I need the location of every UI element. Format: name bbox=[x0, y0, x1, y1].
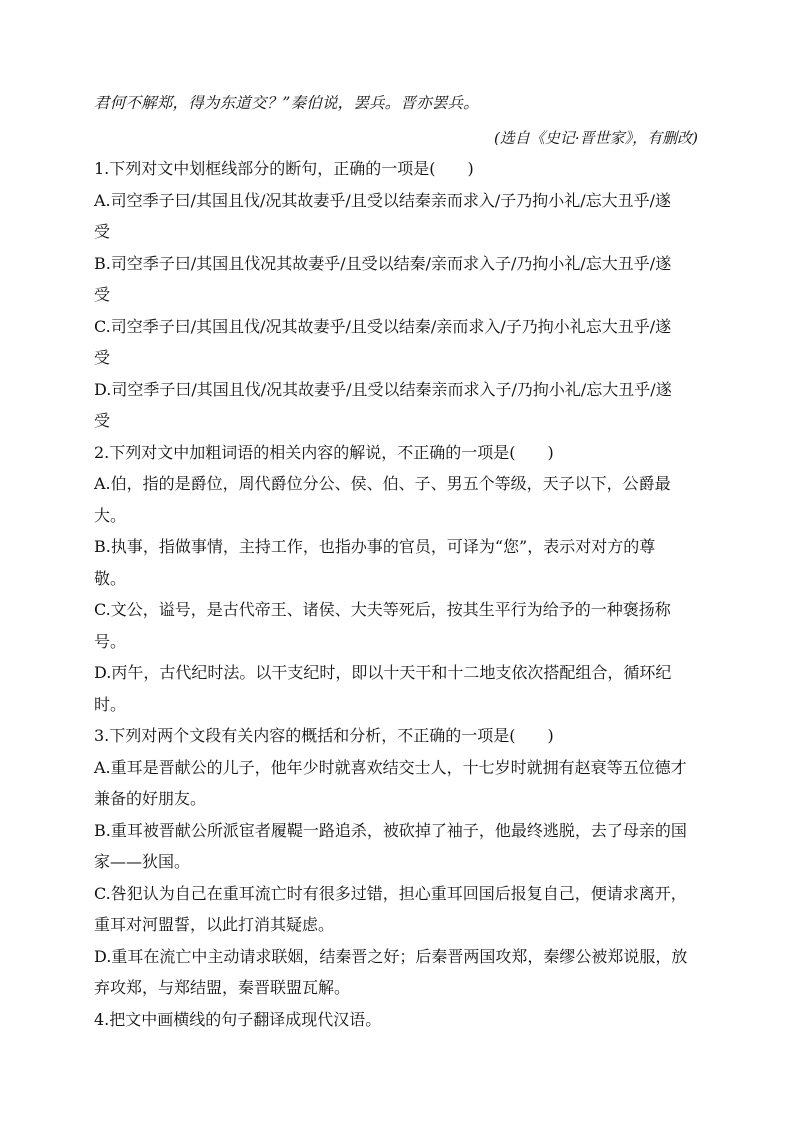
option-b bbox=[94, 815, 702, 878]
question-2 bbox=[94, 437, 702, 721]
option-text: A.司空季子曰/其国且伐/况其故妻乎/且受以结秦亲而求入/子乃拘小礼/忘大丑乎/遂 bbox=[94, 190, 671, 210]
option-text: C.司空季子曰/其国且伐/况其故妻乎/且受以结秦/亲而求入/子乃拘小礼忘大丑乎/遂 bbox=[94, 316, 672, 336]
question-stem: 2.下列对文中加粗词语的相关内容的解说，不正确的一项是( ) bbox=[94, 442, 554, 462]
option-text: D.重耳在流亡中主动请求联姻，结秦晋之好；后秦晋两国攻郑，秦缪公被郑说服，放 bbox=[94, 946, 688, 966]
option-text-continued: 敬。 bbox=[94, 568, 127, 588]
option-a bbox=[94, 185, 702, 248]
question-1 bbox=[94, 153, 702, 437]
question-4 bbox=[94, 1004, 702, 1036]
option-text: A.伯，指的是爵位，周代爵位分公、侯、伯、子、男五个等级，天子以下，公爵最 bbox=[94, 474, 671, 493]
option-text-continued: 受 bbox=[94, 411, 111, 430]
question-stem: 1.下列对文中划框线部分的断句，正确的一项是( ) bbox=[94, 159, 474, 178]
option-d bbox=[94, 374, 702, 437]
option-c bbox=[94, 311, 702, 374]
option-text-continued: 大。 bbox=[94, 505, 127, 525]
option-d bbox=[94, 941, 702, 1004]
option-text-continued: 受 bbox=[94, 222, 111, 241]
option-text-continued: 号。 bbox=[94, 631, 127, 651]
option-text: D.司空季子曰/其国且伐/况其故妻乎/且受以结秦亲而求入子/乃拘小礼/忘大丑乎/遂 bbox=[94, 379, 672, 399]
option-c bbox=[94, 878, 702, 941]
option-a bbox=[94, 468, 702, 531]
passage-tail-text: 君何不解郑，得为东道交？”秦伯说，罢兵。晋亦罢兵。 bbox=[94, 94, 479, 112]
option-a bbox=[94, 752, 702, 815]
option-text: A.重耳是晋献公的儿子，他年少时就喜欢结交士人，十七岁时就拥有赵衰等五位德才 bbox=[94, 757, 687, 777]
option-text-continued: 兼备的好朋友。 bbox=[94, 789, 207, 808]
option-text-continued: 受 bbox=[94, 285, 111, 304]
option-text: C.文公，谥号，是古代帝王、诸侯、大夫等死后，按其生平行为给予的一种褒扬称 bbox=[94, 600, 671, 619]
option-text: B.司空季子曰/其国且伐况其故妻乎/且受以结秦/亲而求入子/乃拘小礼/忘大丑乎/遂 bbox=[94, 253, 672, 273]
question-list bbox=[94, 153, 702, 1035]
option-text-continued: 家——狄国。 bbox=[94, 852, 191, 871]
source-citation: (选自《史记·晋世家》，有删改) bbox=[494, 129, 698, 147]
option-text-continued: 受 bbox=[94, 348, 111, 367]
option-text-continued: 重耳对河盟誓，以此打消其疑虑。 bbox=[94, 915, 335, 934]
option-text: D.丙午，古代纪时法。以干支纪时，即以十天干和十二地支依次搭配组合，循环纪 bbox=[94, 663, 672, 682]
option-text-continued: 弃攻郑，与郑结盟，秦晋联盟瓦解。 bbox=[94, 978, 351, 997]
option-d bbox=[94, 657, 702, 720]
option-text: B.重耳被晋献公所派宦者履鞮一路追杀，被砍掉了袖子，他最终逃脱，去了母亲的国 bbox=[94, 820, 687, 840]
option-text: B.执事，指做事情，主持工作，也指办事的官员，可译为“您”，表示对对方的尊 bbox=[94, 537, 656, 556]
option-text-continued: 时。 bbox=[94, 694, 127, 714]
question-stem: 4.把文中画横线的句子翻译成现代汉语。 bbox=[94, 1009, 382, 1029]
option-c bbox=[94, 594, 702, 657]
option-b bbox=[94, 531, 702, 594]
question-stem: 3.下列对两个文段有关内容的概括和分析，不正确的一项是( ) bbox=[94, 726, 554, 745]
question-3 bbox=[94, 720, 702, 1004]
option-text: C.咎犯认为自己在重耳流亡时有很多过错，担心重耳回国后报复自己，便请求离开， bbox=[94, 883, 687, 903]
option-b bbox=[94, 248, 702, 311]
